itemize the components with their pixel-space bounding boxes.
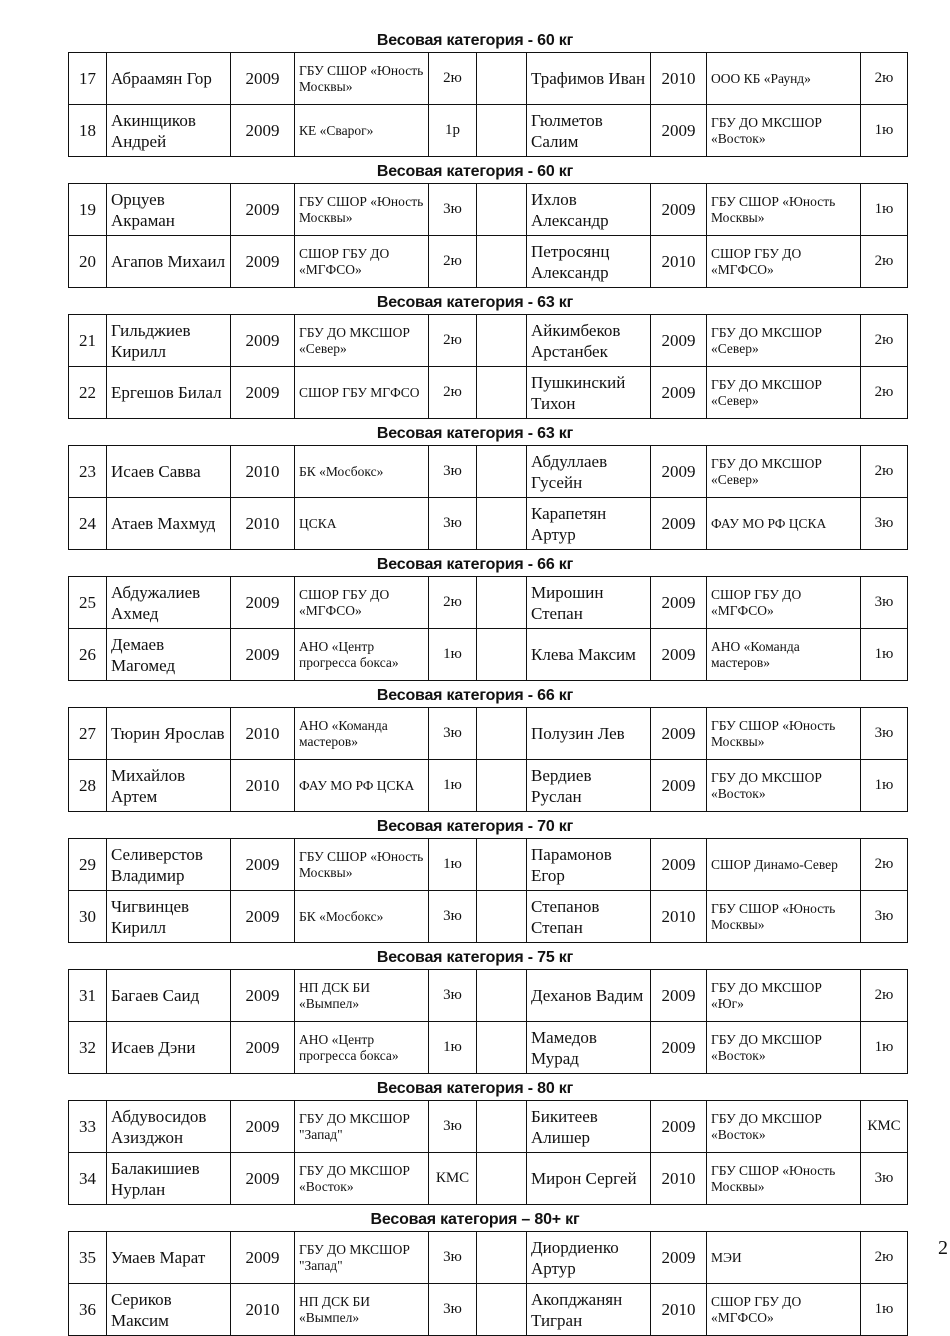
- fighter-2-rank: 2ю: [861, 446, 908, 498]
- fighter-2-name: Деханов Вадим: [527, 970, 651, 1022]
- weight-category-heading: Весовая категория - 63 кг: [376, 425, 574, 442]
- fighter-2-club: ГБУ СШОР «Юность Москвы»: [707, 1153, 861, 1205]
- bout-table: [68, 969, 908, 1074]
- bout-number: 18: [69, 105, 107, 157]
- fighter-1-club: ГБУ ДО МКСШОР «Восток»: [295, 1153, 429, 1205]
- fighter-2-name: Полузин Лев: [527, 708, 651, 760]
- fighter-2-club: ГБУ ДО МКСШОР «Восток»: [707, 1101, 861, 1153]
- fighter-1-birth-year: 2010: [231, 1284, 295, 1336]
- fighter-2-club: СШОР ГБУ ДО «МГФСО»: [707, 577, 861, 629]
- fighter-2-rank: 1ю: [861, 105, 908, 157]
- bout-row: [69, 970, 908, 1022]
- bout-number: 35: [69, 1232, 107, 1284]
- fighter-2-name: Пушкинский Тихон: [527, 367, 651, 419]
- result-cell: [477, 891, 527, 943]
- fighter-2-birth-year: 2009: [651, 184, 707, 236]
- weight-category-heading: Весовая категория - 63 кг: [376, 294, 574, 311]
- result-cell: [477, 839, 527, 891]
- fighter-2-name: Акопджанян Тигран: [527, 1284, 651, 1336]
- bout-table: [68, 707, 908, 812]
- fighter-2-birth-year: 2009: [651, 1101, 707, 1153]
- fighter-2-rank: 2ю: [861, 839, 908, 891]
- bout-number: 34: [69, 1153, 107, 1205]
- fighter-1-birth-year: 2009: [231, 1022, 295, 1074]
- result-cell: [477, 1022, 527, 1074]
- fighter-2-club: ГБУ СШОР «Юность Москвы»: [707, 184, 861, 236]
- bout-number: 33: [69, 1101, 107, 1153]
- weight-category-heading: Весовая категория - 75 кг: [376, 949, 574, 966]
- bout-table: [68, 576, 908, 681]
- bout-table: [68, 314, 908, 419]
- fighter-1-name: Умаев Марат: [107, 1232, 231, 1284]
- fighter-2-birth-year: 2009: [651, 1232, 707, 1284]
- fighter-2-birth-year: 2009: [651, 970, 707, 1022]
- fighter-2-rank: 2ю: [861, 970, 908, 1022]
- fighter-2-rank: 2ю: [861, 236, 908, 288]
- fighter-1-rank: 2ю: [429, 577, 477, 629]
- fighter-2-club: ГБУ ДО МКСШОР «Север»: [707, 367, 861, 419]
- bout-number: 19: [69, 184, 107, 236]
- fighter-1-rank: 3ю: [429, 1101, 477, 1153]
- fighter-1-rank: 3ю: [429, 891, 477, 943]
- bout-table: [68, 183, 908, 288]
- fighter-1-name: Абдувосидов Азизджон: [107, 1101, 231, 1153]
- result-cell: [477, 708, 527, 760]
- result-cell: [477, 53, 527, 105]
- bout-row: [69, 708, 908, 760]
- weight-category-heading: Весовая категория – 80+ кг: [370, 1211, 580, 1228]
- fighter-1-rank: 1ю: [429, 1022, 477, 1074]
- fighter-1-birth-year: 2009: [231, 184, 295, 236]
- fighter-2-name: Карапетян Артур: [527, 498, 651, 550]
- bout-row: [69, 577, 908, 629]
- fighter-2-name: Диордиенко Артур: [527, 1232, 651, 1284]
- fighter-1-name: Чигвинцев Кирилл: [107, 891, 231, 943]
- fighter-1-club: АНО «Команда мастеров»: [295, 708, 429, 760]
- result-cell: [477, 446, 527, 498]
- fighter-2-club: ФАУ МО РФ ЦСКА: [707, 498, 861, 550]
- fighter-2-club: ГБУ ДО МКСШОР «Восток»: [707, 760, 861, 812]
- fighter-1-club: ФАУ МО РФ ЦСКА: [295, 760, 429, 812]
- result-cell: [477, 315, 527, 367]
- bout-row: [69, 839, 908, 891]
- bout-table: [68, 445, 908, 550]
- bout-table: [68, 1100, 908, 1205]
- fighter-1-rank: 2ю: [429, 367, 477, 419]
- bout-row: [69, 446, 908, 498]
- bout-row: [69, 1232, 908, 1284]
- fighter-2-birth-year: 2009: [651, 839, 707, 891]
- fighter-2-birth-year: 2009: [651, 629, 707, 681]
- result-cell: [477, 1232, 527, 1284]
- fighter-2-club: ООО КБ «Раунд»: [707, 53, 861, 105]
- fighter-2-rank: 1ю: [861, 184, 908, 236]
- result-cell: [477, 760, 527, 812]
- fighter-2-rank: 1ю: [861, 760, 908, 812]
- fighter-1-name: Орцуев Акраман: [107, 184, 231, 236]
- fighter-2-rank: 2ю: [861, 367, 908, 419]
- bout-row: [69, 629, 908, 681]
- fighter-1-rank: 1р: [429, 105, 477, 157]
- fighter-1-birth-year: 2009: [231, 891, 295, 943]
- fighter-1-rank: 3ю: [429, 1232, 477, 1284]
- fighter-2-rank: КМС: [861, 1101, 908, 1153]
- fighter-2-rank: 2ю: [861, 1232, 908, 1284]
- fighter-2-name: Мирон Сергей: [527, 1153, 651, 1205]
- bout-number: 17: [69, 53, 107, 105]
- weight-category-heading: Весовая категория - 66 кг: [376, 556, 574, 573]
- fighter-1-rank: 3ю: [429, 970, 477, 1022]
- fighter-1-club: СШОР ГБУ ДО «МГФСО»: [295, 236, 429, 288]
- bout-table: [68, 52, 908, 157]
- fighter-1-birth-year: 2009: [231, 1232, 295, 1284]
- bout-row: [69, 367, 908, 419]
- bout-number: 20: [69, 236, 107, 288]
- fighter-1-name: Багаев Саид: [107, 970, 231, 1022]
- bout-number: 28: [69, 760, 107, 812]
- fighter-1-rank: 2ю: [429, 236, 477, 288]
- fighter-1-club: СШОР ГБУ ДО «МГФСО»: [295, 577, 429, 629]
- fighter-2-club: ГБУ ДО МКСШОР «Север»: [707, 446, 861, 498]
- fighter-2-club: ГБУ ДО МКСШОР «Восток»: [707, 1022, 861, 1074]
- fighter-1-rank: 3ю: [429, 1284, 477, 1336]
- fighter-1-club: КЕ «Сварог»: [295, 105, 429, 157]
- fighter-1-rank: 2ю: [429, 315, 477, 367]
- fighter-1-club: ГБУ СШОР «Юность Москвы»: [295, 53, 429, 105]
- bout-row: [69, 498, 908, 550]
- fighter-1-rank: 1ю: [429, 839, 477, 891]
- fighter-2-birth-year: 2009: [651, 315, 707, 367]
- fighter-2-club: СШОР Динамо-Север: [707, 839, 861, 891]
- fighter-2-name: Петросянц Александр: [527, 236, 651, 288]
- fighter-1-rank: 1ю: [429, 629, 477, 681]
- bout-row: [69, 315, 908, 367]
- fighter-2-club: СШОР ГБУ ДО «МГФСО»: [707, 1284, 861, 1336]
- fighter-1-name: Агапов Михаил: [107, 236, 231, 288]
- weight-category-heading: Весовая категория - 70 кг: [376, 818, 574, 835]
- fighter-1-birth-year: 2009: [231, 629, 295, 681]
- weight-category-heading: Весовая категория - 60 кг: [376, 163, 574, 180]
- bout-table: [68, 1231, 908, 1336]
- fighter-2-birth-year: 2009: [651, 446, 707, 498]
- fighter-1-rank: 1ю: [429, 760, 477, 812]
- page-number: 2: [938, 1237, 948, 1259]
- fighter-1-name: Балакишиев Нурлан: [107, 1153, 231, 1205]
- result-cell: [477, 105, 527, 157]
- fighter-1-birth-year: 2009: [231, 839, 295, 891]
- bout-number: 31: [69, 970, 107, 1022]
- fighter-1-club: АНО «Центр прогресса бокса»: [295, 629, 429, 681]
- fighter-1-rank: 3ю: [429, 708, 477, 760]
- fighter-2-name: Мирошин Степан: [527, 577, 651, 629]
- fighter-2-rank: 3ю: [861, 1153, 908, 1205]
- weight-category-heading: Весовая категория - 80 кг: [376, 1080, 574, 1097]
- result-cell: [477, 1101, 527, 1153]
- fighter-2-name: Айкимбеков Арстанбек: [527, 315, 651, 367]
- fighter-1-club: БК «Мосбокс»: [295, 446, 429, 498]
- fighter-1-birth-year: 2009: [231, 367, 295, 419]
- fighter-2-club: МЭИ: [707, 1232, 861, 1284]
- fighter-1-club: БК «Мосбокс»: [295, 891, 429, 943]
- fighter-2-name: Степанов Степан: [527, 891, 651, 943]
- bout-number: 27: [69, 708, 107, 760]
- fighter-2-club: СШОР ГБУ ДО «МГФСО»: [707, 236, 861, 288]
- bout-row: [69, 891, 908, 943]
- fighter-2-name: Ихлов Александр: [527, 184, 651, 236]
- fighter-1-name: Ергешов Билал: [107, 367, 231, 419]
- fighter-2-name: Бикитеев Алишер: [527, 1101, 651, 1153]
- bout-row: [69, 1284, 908, 1336]
- fighter-2-birth-year: 2009: [651, 577, 707, 629]
- fighter-2-club: ГБУ СШОР «Юность Москвы»: [707, 708, 861, 760]
- fighter-1-name: Гильджиев Кирилл: [107, 315, 231, 367]
- fighter-2-rank: 3ю: [861, 577, 908, 629]
- fighter-2-name: Мамедов Мурад: [527, 1022, 651, 1074]
- bout-row: [69, 53, 908, 105]
- result-cell: [477, 367, 527, 419]
- result-cell: [477, 577, 527, 629]
- fighter-1-birth-year: 2009: [231, 970, 295, 1022]
- bout-number: 36: [69, 1284, 107, 1336]
- fighter-1-rank: 3ю: [429, 446, 477, 498]
- fighter-1-birth-year: 2010: [231, 498, 295, 550]
- bout-number: 23: [69, 446, 107, 498]
- fighter-2-club: ГБУ СШОР «Юность Москвы»: [707, 891, 861, 943]
- fighter-2-birth-year: 2009: [651, 105, 707, 157]
- bout-row: [69, 1153, 908, 1205]
- fighter-2-club: ГБУ ДО МКСШОР «Юг»: [707, 970, 861, 1022]
- bout-number: 29: [69, 839, 107, 891]
- bout-number: 22: [69, 367, 107, 419]
- fighter-2-rank: 1ю: [861, 1022, 908, 1074]
- fighter-1-birth-year: 2010: [231, 708, 295, 760]
- fighter-2-birth-year: 2010: [651, 53, 707, 105]
- fighter-2-name: Клева Максим: [527, 629, 651, 681]
- bout-number: 24: [69, 498, 107, 550]
- fighter-1-club: ЦСКА: [295, 498, 429, 550]
- fighter-2-birth-year: 2009: [651, 498, 707, 550]
- bout-number: 25: [69, 577, 107, 629]
- fighter-1-name: Атаев Махмуд: [107, 498, 231, 550]
- fighter-1-club: АНО «Центр прогресса бокса»: [295, 1022, 429, 1074]
- fighter-2-rank: 2ю: [861, 315, 908, 367]
- result-cell: [477, 629, 527, 681]
- fighter-1-club: ГБУ ДО МКСШОР "Запад": [295, 1101, 429, 1153]
- fighter-1-club: НП ДСК БИ «Вымпел»: [295, 1284, 429, 1336]
- fighter-1-name: Исаев Савва: [107, 446, 231, 498]
- fighter-1-rank: 3ю: [429, 184, 477, 236]
- fighter-1-name: Михайлов Артем: [107, 760, 231, 812]
- fighter-1-name: Абдужалиев Ахмед: [107, 577, 231, 629]
- fighter-1-birth-year: 2009: [231, 315, 295, 367]
- fighter-2-name: Абдуллаев Гусейн: [527, 446, 651, 498]
- fighter-2-name: Гюлметов Салим: [527, 105, 651, 157]
- fighter-2-rank: 1ю: [861, 629, 908, 681]
- fighter-1-birth-year: 2009: [231, 53, 295, 105]
- fighter-1-club: ГБУ СШОР «Юность Москвы»: [295, 839, 429, 891]
- fighter-1-birth-year: 2009: [231, 105, 295, 157]
- fighter-1-club: ГБУ ДО МКСШОР «Север»: [295, 315, 429, 367]
- fighter-1-rank: 2ю: [429, 53, 477, 105]
- fighter-1-name: Селиверстов Владимир: [107, 839, 231, 891]
- bout-row: [69, 1022, 908, 1074]
- bout-number: 30: [69, 891, 107, 943]
- bout-row: [69, 760, 908, 812]
- fighter-2-rank: 3ю: [861, 891, 908, 943]
- fighter-1-birth-year: 2009: [231, 1153, 295, 1205]
- result-cell: [477, 184, 527, 236]
- fighter-1-name: Акинщиков Андрей: [107, 105, 231, 157]
- fighter-1-name: Демаев Магомед: [107, 629, 231, 681]
- fighter-1-birth-year: 2010: [231, 446, 295, 498]
- result-cell: [477, 498, 527, 550]
- fighter-2-birth-year: 2010: [651, 1284, 707, 1336]
- fighter-1-club: ГБУ ДО МКСШОР "Запад": [295, 1232, 429, 1284]
- fighter-2-rank: 3ю: [861, 708, 908, 760]
- fighter-2-rank: 2ю: [861, 53, 908, 105]
- weight-category-heading: Весовая категория - 66 кг: [376, 687, 574, 704]
- fighter-2-rank: 3ю: [861, 498, 908, 550]
- fighter-2-birth-year: 2009: [651, 760, 707, 812]
- fighter-1-birth-year: 2009: [231, 1101, 295, 1153]
- fighter-2-birth-year: 2009: [651, 367, 707, 419]
- result-cell: [477, 1153, 527, 1205]
- bout-number: 26: [69, 629, 107, 681]
- bout-row: [69, 236, 908, 288]
- result-cell: [477, 970, 527, 1022]
- result-cell: [477, 1284, 527, 1336]
- fighter-2-name: Трафимов Иван: [527, 53, 651, 105]
- document-body: [0, 30, 950, 1336]
- fighter-1-birth-year: 2010: [231, 760, 295, 812]
- bout-row: [69, 105, 908, 157]
- fighter-1-name: Сериков Максим: [107, 1284, 231, 1336]
- bout-table: [68, 838, 908, 943]
- weight-category-heading: Весовая категория - 60 кг: [376, 32, 574, 49]
- fighter-1-club: СШОР ГБУ МГФСО: [295, 367, 429, 419]
- fighter-2-name: Парамонов Егор: [527, 839, 651, 891]
- fighter-1-birth-year: 2009: [231, 577, 295, 629]
- fighter-1-club: ГБУ СШОР «Юность Москвы»: [295, 184, 429, 236]
- fighter-1-name: Абраамян Гор: [107, 53, 231, 105]
- fighter-2-club: ГБУ ДО МКСШОР «Восток»: [707, 105, 861, 157]
- bout-number: 21: [69, 315, 107, 367]
- fighter-1-club: НП ДСК БИ «Вымпел»: [295, 970, 429, 1022]
- result-cell: [477, 236, 527, 288]
- fighter-2-name: Вердиев Руслан: [527, 760, 651, 812]
- fighter-2-rank: 1ю: [861, 1284, 908, 1336]
- fighter-2-club: АНО «Команда мастеров»: [707, 629, 861, 681]
- fighter-2-birth-year: 2009: [651, 708, 707, 760]
- fighter-1-name: Тюрин Ярослав: [107, 708, 231, 760]
- fighter-2-club: ГБУ ДО МКСШОР «Север»: [707, 315, 861, 367]
- fighter-1-rank: КМС: [429, 1153, 477, 1205]
- bout-row: [69, 1101, 908, 1153]
- fighter-2-birth-year: 2009: [651, 1022, 707, 1074]
- fighter-1-birth-year: 2009: [231, 236, 295, 288]
- bout-row: [69, 184, 908, 236]
- fighter-1-rank: 3ю: [429, 498, 477, 550]
- fighter-2-birth-year: 2010: [651, 1153, 707, 1205]
- bout-number: 32: [69, 1022, 107, 1074]
- fighter-2-birth-year: 2010: [651, 236, 707, 288]
- fighter-1-name: Исаев Дэни: [107, 1022, 231, 1074]
- fighter-2-birth-year: 2010: [651, 891, 707, 943]
